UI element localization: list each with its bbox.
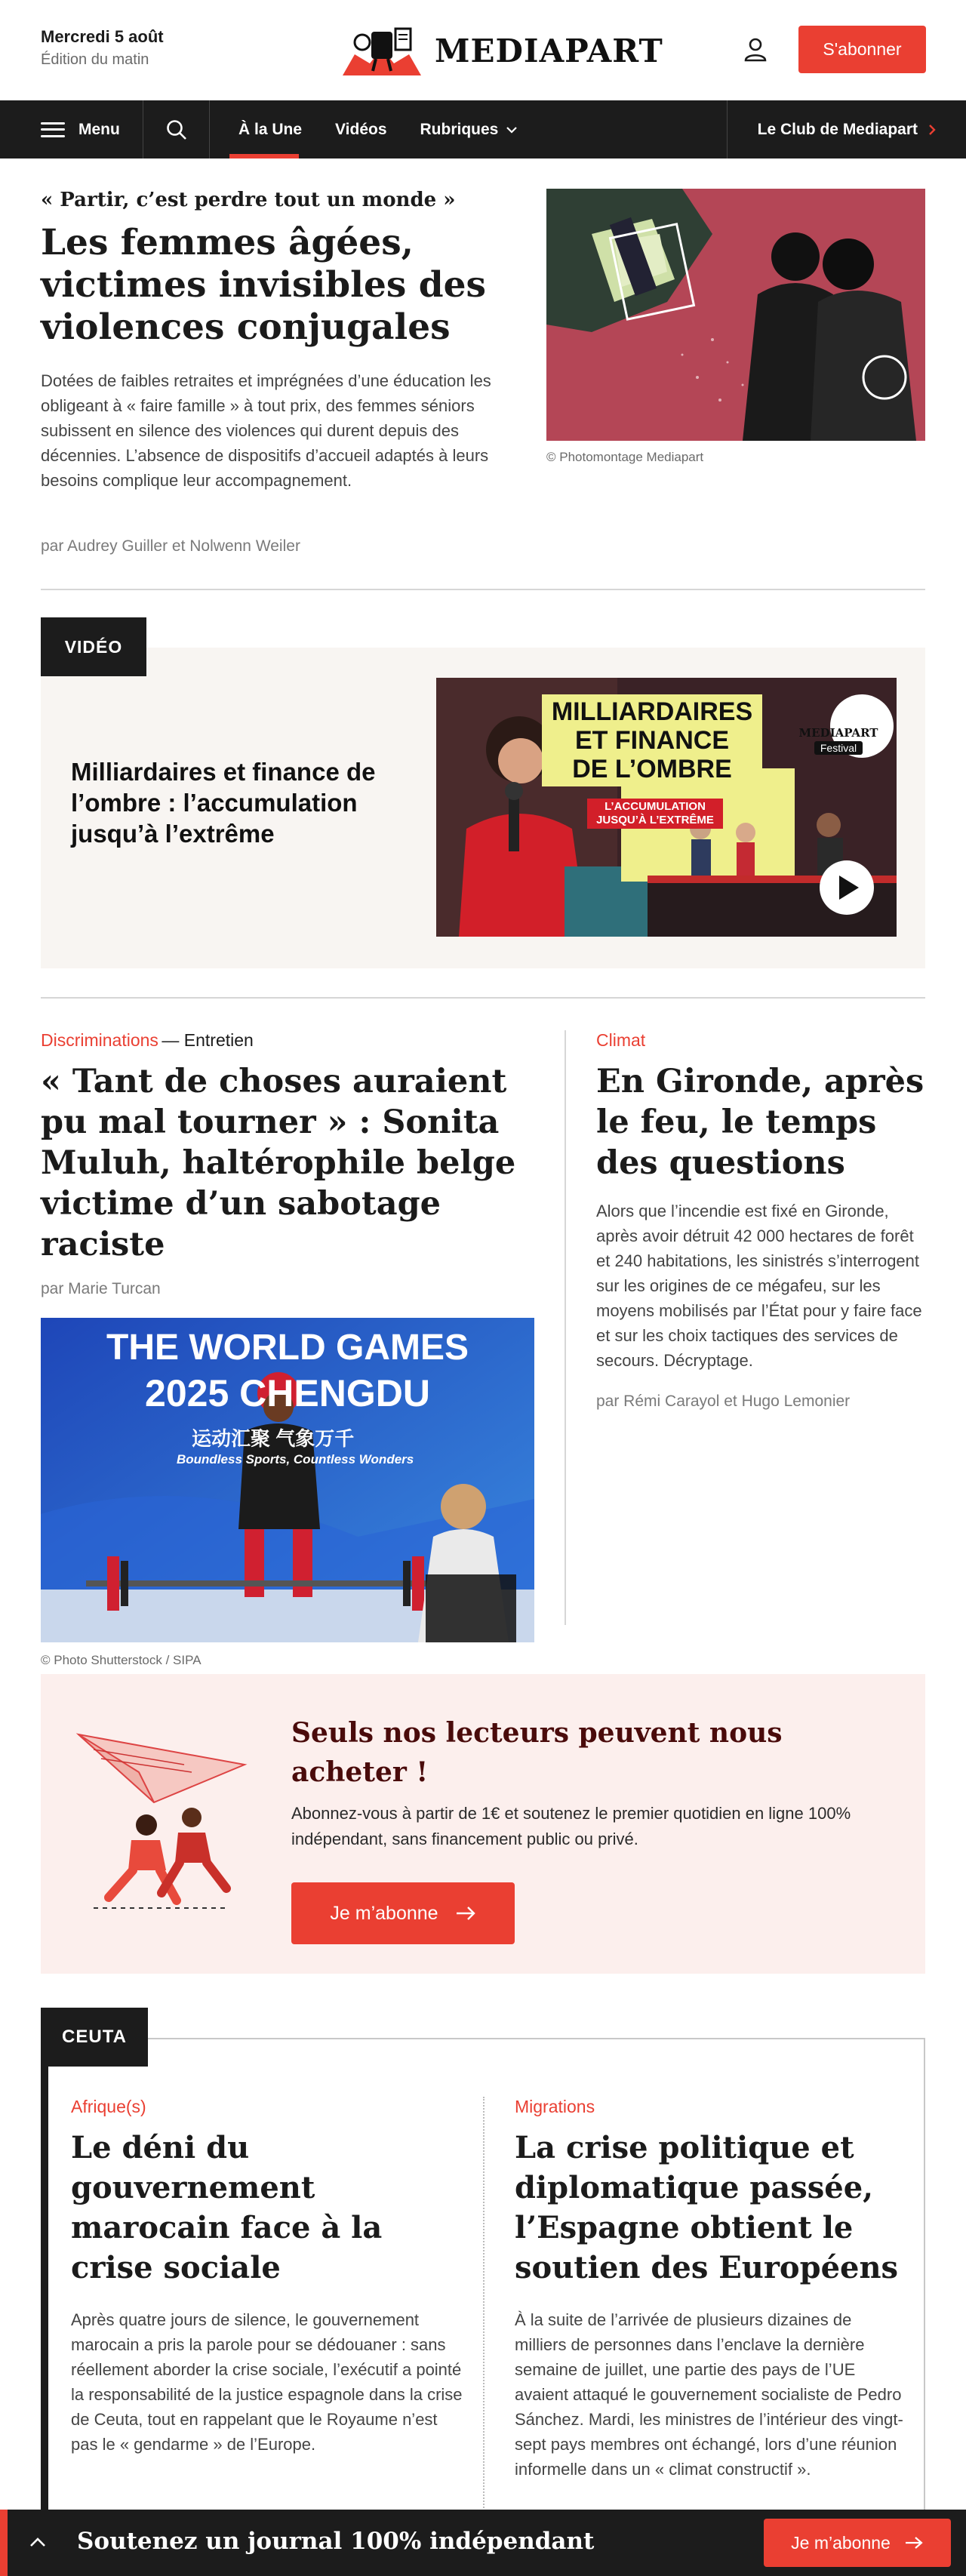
club-label: Le Club de Mediapart bbox=[757, 120, 918, 138]
video-card[interactable] bbox=[41, 648, 925, 968]
thumb-brand-badge bbox=[788, 726, 889, 756]
mediapart-logo[interactable] bbox=[340, 26, 663, 75]
tab-label: À la Une bbox=[238, 120, 303, 138]
logo-crier-icon bbox=[340, 26, 424, 75]
thumb-subline-1: L’ACCUMULATION bbox=[605, 800, 706, 813]
section-divider bbox=[41, 997, 925, 999]
promo-text: Abonnez-vous à partir de 1€ et soutenez le premier quotidien en ligne 100% indépendant, sans financement public ou privé. bbox=[291, 1804, 851, 1848]
sticky-subscribe-button[interactable] bbox=[764, 2519, 951, 2567]
subscription-promo bbox=[41, 1674, 925, 1974]
search-button[interactable] bbox=[143, 100, 210, 158]
search-icon bbox=[165, 118, 188, 141]
banner-line-2: 2025 CHENGDU bbox=[145, 1372, 430, 1414]
weightlifter-photo[interactable] bbox=[41, 1318, 534, 1642]
thumb-brand: MEDIAPART bbox=[798, 726, 878, 740]
tab-rubriques[interactable] bbox=[404, 100, 535, 158]
dotted-separator bbox=[483, 2097, 485, 2550]
article-morocco[interactable] bbox=[71, 2097, 463, 2457]
article-weightlifter[interactable] bbox=[41, 1030, 531, 1668]
article-title[interactable]: « Tant de choses auraient pu mal tourner » : Sonita Muluh, haltérophile belge victime d’un sabotage raciste bbox=[41, 1063, 516, 1263]
article-gironde[interactable] bbox=[596, 1030, 925, 1411]
lead-title[interactable]: Les femmes âgées, victimes invisibles des violences conjugales bbox=[41, 222, 486, 348]
tab-label: Vidéos bbox=[335, 120, 387, 138]
thumb-festival: Festival bbox=[814, 741, 863, 755]
article-title[interactable]: Le déni du gouvernement marocain face à la crise sociale bbox=[71, 2130, 383, 2285]
article-image-credit: © Photo Shutterstock / SIPA bbox=[41, 1653, 202, 1667]
article-title[interactable]: La crise politique et diplomatique passée, l’Espagne obtient le soutien des Européens bbox=[515, 2130, 899, 2285]
arrow-right-icon bbox=[904, 2536, 924, 2550]
header-date: Mercredi 5 août bbox=[41, 27, 164, 46]
chevron-right-icon bbox=[928, 124, 936, 136]
thumb-subline bbox=[587, 799, 723, 829]
rubric-migrations[interactable]: Migrations bbox=[515, 2097, 595, 2116]
column-separator bbox=[565, 1030, 566, 1625]
thumb-headline-line: DE L’OMBRE bbox=[572, 755, 732, 783]
play-icon[interactable] bbox=[820, 860, 874, 915]
article-byline: par Rémi Carayol et Hugo Lemonier bbox=[596, 1393, 851, 1410]
subscribe-button[interactable]: S'abonner bbox=[798, 26, 926, 73]
chevron-down-icon bbox=[506, 126, 518, 134]
banner-en: Boundless Sports, Countless Wonders bbox=[177, 1452, 414, 1467]
banner-line-1: THE WORLD GAMES bbox=[106, 1328, 469, 1368]
promo-button-label: Je m’abonne bbox=[330, 1902, 438, 1924]
article-summary: À la suite de l’arrivée de plusieurs dizaines de milliers de personnes dans l’enclave la dernière semaine de juillet, une partie des pays de l’UE avaient attaqué le gouvernement socialiste de Pedro Sánchez. Mardi, les ministres de l’intérieur des vingt-sept pays membres ont échangé, lors d’une réunion informelle dans un « climat constructif ». bbox=[515, 2310, 903, 2479]
chevron-up-icon[interactable] bbox=[27, 2532, 48, 2553]
thumb-headline bbox=[542, 694, 762, 786]
sticky-text: Soutenez un journal 100% indépendant bbox=[77, 2528, 595, 2555]
video-title[interactable]: Milliardaires et finance de l’ombre : l’accumulation jusqu’à l’extrême bbox=[71, 758, 376, 848]
runners-illustration bbox=[71, 1719, 252, 1916]
top-header bbox=[0, 0, 966, 100]
menu-button[interactable] bbox=[0, 100, 143, 158]
ceuta-dossier bbox=[41, 2008, 925, 2576]
sticky-accent bbox=[0, 2510, 8, 2576]
lead-image-credit: © Photomontage Mediapart bbox=[546, 450, 704, 464]
video-section bbox=[41, 617, 925, 968]
thumb-subline-2: JUSQU’À L’EXTRÊME bbox=[596, 814, 714, 826]
thumb-headline-line: MILLIARDAIRES bbox=[551, 697, 753, 726]
banner-cn: 运动汇聚 气象万千 bbox=[192, 1427, 355, 1450]
video-thumbnail[interactable] bbox=[436, 678, 897, 937]
header-edition: Édition du matin bbox=[41, 51, 149, 68]
ceuta-tag[interactable]: CEUTA bbox=[41, 2008, 148, 2067]
article-byline: par Marie Turcan bbox=[41, 1280, 161, 1297]
lead-byline: par Audrey Guiller et Nolwenn Weiler bbox=[41, 537, 300, 555]
sticky-button-label: Je m’abonne bbox=[791, 2532, 891, 2553]
lead-summary: Dotées de faibles retraites et imprégnées d’une éducation les obligeant à « faire famille » à tout prix, des femmes séniors subissent en silence des violences qui durent depuis des décennies. L’absence de dispositifs d’accueil adaptés à leurs besoins complique leur accompagnement. bbox=[41, 371, 491, 490]
promo-title: Seuls nos lecteurs peuvent nous acheter ! bbox=[291, 1717, 783, 1788]
logo-text: MEDIAPART bbox=[435, 32, 663, 69]
lead-article[interactable] bbox=[41, 158, 925, 590]
user-account-icon[interactable] bbox=[743, 36, 768, 62]
article-summary: Alors que l’incendie est fixé en Gironde, après avoir détruit 42 000 hectares de forêt et 240 habitations, les sinistrés s’interrogent sur les origines de ce mégafeu, sur les moyens mobilisés par l’État pour y faire face et sur les choix tactiques des services de secours. Décryptage. bbox=[596, 1202, 922, 1370]
rubric-afriques[interactable]: Afrique(s) bbox=[71, 2097, 146, 2116]
video-tag: VIDÉO bbox=[41, 617, 146, 676]
article-title[interactable]: En Gironde, après le feu, le temps des questions bbox=[596, 1063, 924, 1182]
lead-photomontage-image[interactable] bbox=[546, 189, 925, 441]
sticky-subscribe-bar bbox=[0, 2510, 966, 2576]
lead-kicker: « Partir, c’est perdre tout un monde » bbox=[41, 189, 456, 211]
promo-subscribe-button[interactable] bbox=[291, 1882, 515, 1944]
club-link[interactable] bbox=[727, 100, 966, 158]
article-summary: Après quatre jours de silence, le gouvernement marocain a pris la parole pour se dédouaner : sans réellement aborder la crise sociale, l’exécutif a pointé la responsabilité de la justice espagnole dans la crise de Ceuta, tout en rappelant que le Royaume n’est pas le « gendarme » de l’Europe. bbox=[71, 2310, 463, 2454]
arrow-right-icon bbox=[455, 1906, 476, 1921]
main-nav bbox=[0, 100, 966, 158]
tab-label: Rubriques bbox=[420, 120, 499, 138]
rubric-climat[interactable]: Climat bbox=[596, 1030, 646, 1050]
hamburger-icon bbox=[41, 122, 65, 137]
tab-a-la-une[interactable] bbox=[210, 100, 318, 158]
rubric-entretien: — Entretien bbox=[162, 1030, 254, 1050]
article-rubric-row bbox=[41, 1030, 531, 1051]
menu-label: Menu bbox=[78, 120, 120, 138]
rubric-discriminations[interactable]: Discriminations bbox=[41, 1030, 158, 1050]
article-spain[interactable] bbox=[515, 2097, 907, 2482]
thumb-headline-line: ET FINANCE bbox=[575, 726, 729, 755]
tab-videos[interactable] bbox=[318, 100, 403, 158]
